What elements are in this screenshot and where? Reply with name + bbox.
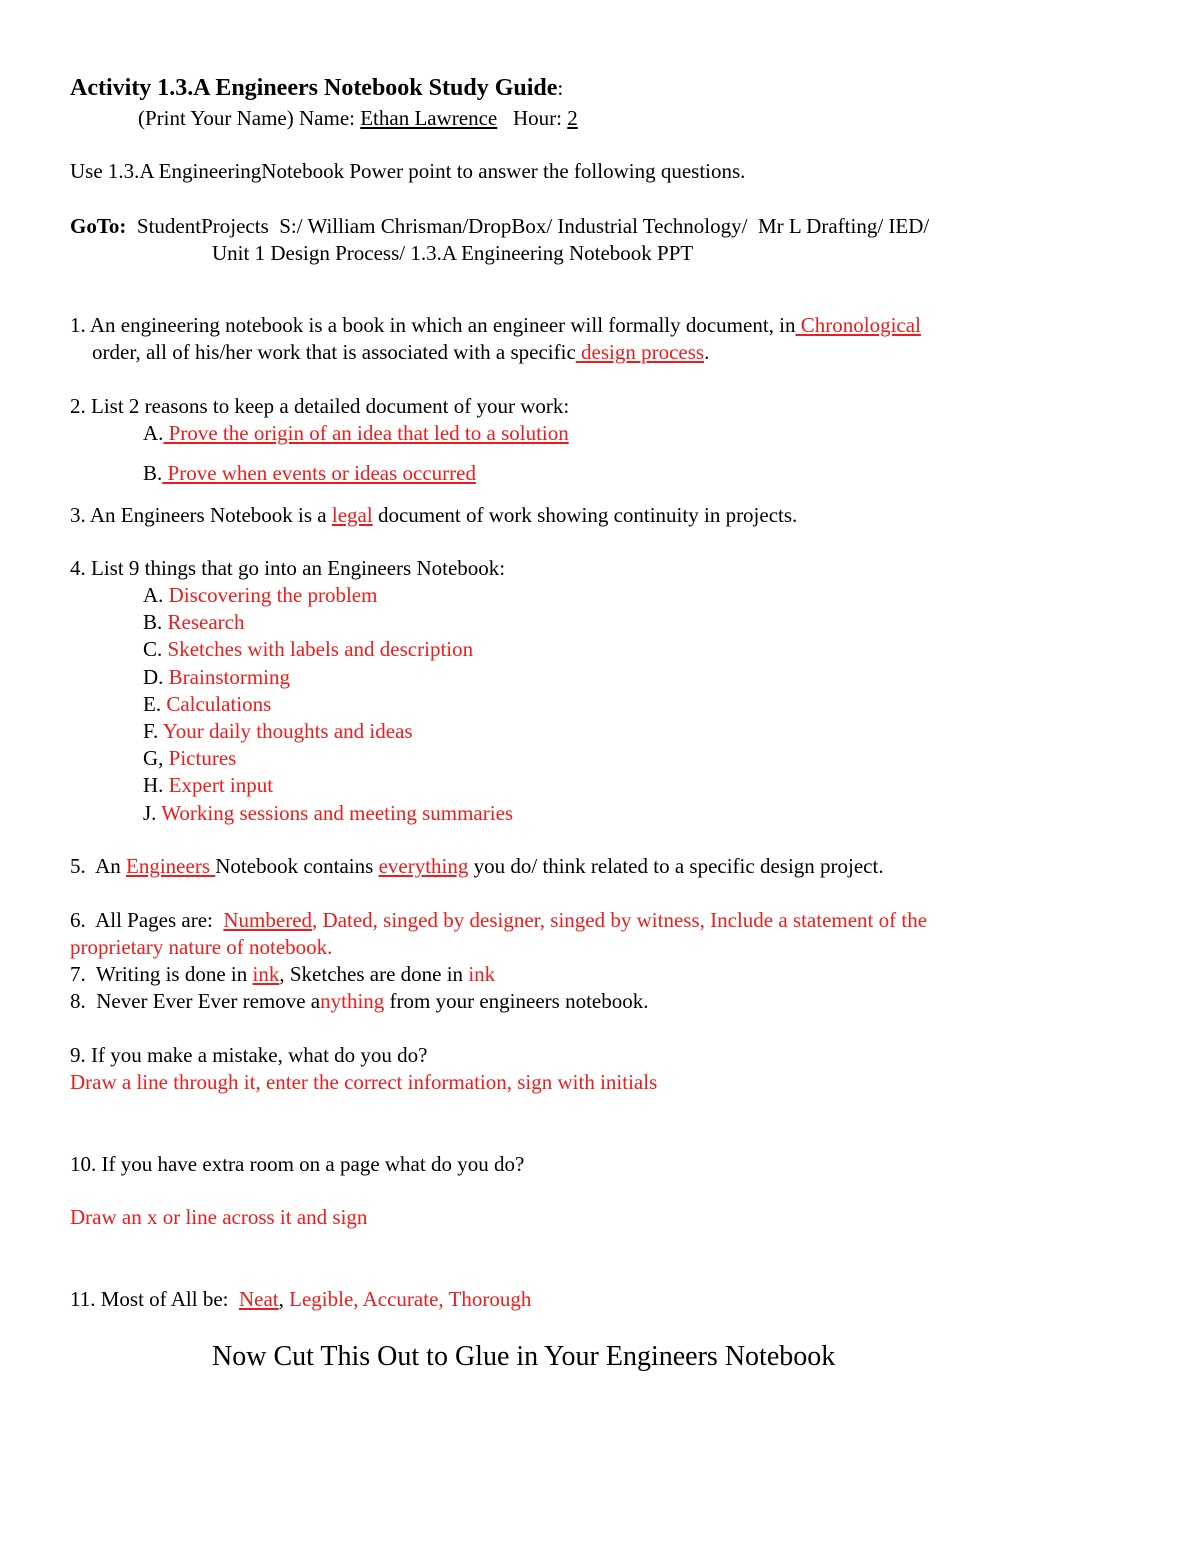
goto-line-2: Unit 1 Design Process/ 1.3.A Engineering Notebook PPT: [212, 241, 694, 265]
question-1-line-2: order, all of his/her work that is associated with a specific design process.: [92, 340, 710, 364]
question-4-list: [143, 582, 513, 827]
list-item: C. Sketches with labels and description: [143, 637, 474, 662]
list-item: D. Brainstorming: [143, 664, 290, 689]
question-6-line-1: 6. All Pages are: Numbered, Dated, singed by designer, singed by witness, Include a statement of the: [70, 908, 928, 932]
question-10: 10. If you have extra room on a page what do you do?: [70, 1152, 525, 1176]
list-item: B. Research: [143, 610, 245, 635]
question-9: 9. If you make a mistake, what do you do?: [70, 1043, 428, 1067]
hour-value: 2: [567, 106, 578, 130]
question-2-answer-b: B. Prove when events or ideas occurred: [143, 461, 476, 485]
question-4: 4. List 9 things that go into an Engineers Notebook:: [70, 556, 506, 580]
question-8: 8. Never Ever Ever remove anything from your engineers notebook.: [70, 989, 649, 1013]
question-10-answer: Draw an x or line across it and sign: [70, 1205, 368, 1229]
question-7: 7. Writing is done in ink, Sketches are done in ink: [70, 962, 496, 986]
question-1-line-1: 1. An engineering notebook is a book in which an engineer will formally document, in Chronological: [70, 313, 921, 337]
student-name: Ethan Lawrence: [360, 106, 498, 130]
question-6-line-2: proprietary nature of notebook.: [70, 935, 333, 959]
list-item: E. Calculations: [143, 691, 272, 716]
footer-instruction: Now Cut This Out to Glue in Your Engineers Notebook: [212, 1341, 836, 1372]
instructions: Use 1.3.A EngineeringNotebook Power point to answer the following questions.: [70, 159, 746, 183]
name-line: (Print Your Name) Name: Ethan Lawrence Hour: 2: [138, 106, 578, 130]
list-item: G, Pictures: [143, 746, 237, 771]
list-item: A. Discovering the problem: [143, 583, 378, 607]
list-item: F. Your daily thoughts and ideas: [143, 719, 413, 744]
goto-line-1: GoTo: StudentProjects S:/ William Chrisman/DropBox/ Industrial Technology/ Mr L Drafting/ IED/: [70, 214, 930, 238]
question-9-answer: Draw a line through it, enter the correct information, sign with initials: [70, 1070, 658, 1094]
question-3: 3. An Engineers Notebook is a legal document of work showing continuity in projects.: [70, 503, 798, 527]
question-2-answer-a: A. Prove the origin of an idea that led to a solution: [143, 421, 569, 445]
question-2: 2. List 2 reasons to keep a detailed document of your work:: [70, 394, 570, 418]
page-title: Activity 1.3.A Engineers Notebook Study Guide:: [70, 75, 564, 101]
question-11: 11. Most of All be: Neat, Legible, Accurate, Thorough: [70, 1287, 532, 1311]
list-item: H. Expert input: [143, 773, 274, 798]
question-5: 5. An Engineers Notebook contains everything you do/ think related to a specific design project.: [70, 854, 884, 878]
list-item: J. Working sessions and meeting summaries: [143, 800, 514, 825]
